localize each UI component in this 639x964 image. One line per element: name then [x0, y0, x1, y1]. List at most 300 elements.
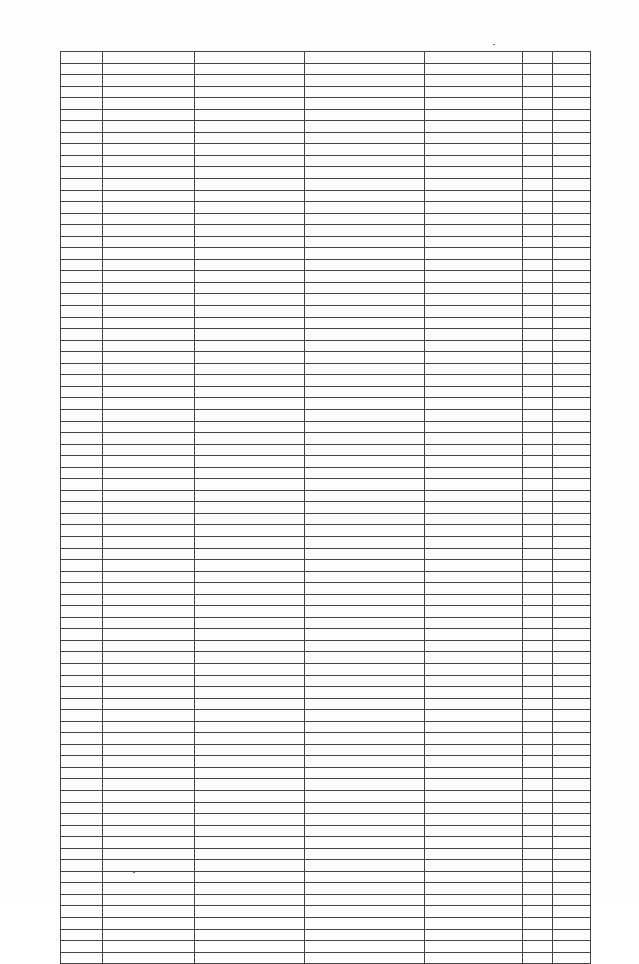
cell-contractor	[425, 860, 523, 872]
cell-year	[523, 617, 553, 629]
table-row	[61, 617, 591, 629]
cell-street	[195, 98, 305, 110]
cell-month	[553, 52, 591, 64]
table-row	[61, 202, 591, 214]
cell-street	[195, 733, 305, 745]
table-row	[61, 282, 591, 294]
cell-locality	[103, 733, 195, 745]
table-row	[61, 259, 591, 271]
cell-year	[523, 652, 553, 664]
cell-locality	[103, 409, 195, 421]
cell-year	[523, 952, 553, 964]
cell-contractor	[425, 906, 523, 918]
cell-work-type	[305, 894, 425, 906]
cell-work-type	[305, 398, 425, 410]
table-row	[61, 132, 591, 144]
cell-year	[523, 606, 553, 618]
cell-work-type	[305, 583, 425, 595]
cell-month	[553, 871, 591, 883]
cell-year	[523, 190, 553, 202]
cell-year	[523, 918, 553, 930]
cell-street	[195, 952, 305, 964]
cell-contractor	[425, 721, 523, 733]
cell-row-number	[61, 594, 103, 606]
cell-work-type	[305, 675, 425, 687]
cell-street	[195, 767, 305, 779]
cell-contractor	[425, 490, 523, 502]
cell-work-type	[305, 733, 425, 745]
cell-locality	[103, 363, 195, 375]
cell-row-number	[61, 121, 103, 133]
cell-contractor	[425, 225, 523, 237]
cell-month	[553, 121, 591, 133]
cell-contractor	[425, 941, 523, 953]
cell-month	[553, 329, 591, 341]
cell-work-type	[305, 386, 425, 398]
cell-work-type	[305, 236, 425, 248]
cell-row-number	[61, 894, 103, 906]
cell-year	[523, 433, 553, 445]
cell-month	[553, 918, 591, 930]
cell-locality	[103, 941, 195, 953]
table-row	[61, 375, 591, 387]
table-row	[61, 502, 591, 514]
cell-year	[523, 386, 553, 398]
cell-year	[523, 663, 553, 675]
cell-row-number	[61, 906, 103, 918]
cell-locality	[103, 560, 195, 572]
cell-contractor	[425, 513, 523, 525]
cell-contractor	[425, 132, 523, 144]
cell-row-number	[61, 294, 103, 306]
cell-row-number	[61, 814, 103, 826]
table-row	[61, 571, 591, 583]
cell-row-number	[61, 225, 103, 237]
cell-month	[553, 225, 591, 237]
cell-work-type	[305, 698, 425, 710]
cell-row-number	[61, 698, 103, 710]
cell-contractor	[425, 236, 523, 248]
cell-street	[195, 375, 305, 387]
cell-street	[195, 433, 305, 445]
cell-locality	[103, 375, 195, 387]
cell-work-type	[305, 929, 425, 941]
cell-work-type	[305, 421, 425, 433]
cell-row-number	[61, 583, 103, 595]
cell-contractor	[425, 363, 523, 375]
cell-street	[195, 744, 305, 756]
cell-work-type	[305, 98, 425, 110]
cell-work-type	[305, 248, 425, 260]
table-row	[61, 155, 591, 167]
cell-month	[553, 513, 591, 525]
cell-month	[553, 606, 591, 618]
cell-street	[195, 86, 305, 98]
cell-year	[523, 560, 553, 572]
cell-row-number	[61, 929, 103, 941]
cell-contractor	[425, 213, 523, 225]
cell-month	[553, 941, 591, 953]
cell-row-number	[61, 952, 103, 964]
cell-contractor	[425, 594, 523, 606]
cell-year	[523, 594, 553, 606]
table-row	[61, 594, 591, 606]
table-row	[61, 883, 591, 895]
cell-locality	[103, 791, 195, 803]
cell-locality	[103, 802, 195, 814]
cell-work-type	[305, 883, 425, 895]
cell-locality	[103, 698, 195, 710]
cell-year	[523, 456, 553, 468]
cell-locality	[103, 629, 195, 641]
cell-street	[195, 513, 305, 525]
cell-work-type	[305, 617, 425, 629]
cell-locality	[103, 121, 195, 133]
cell-month	[553, 848, 591, 860]
cell-street	[195, 317, 305, 329]
cell-year	[523, 144, 553, 156]
cell-street	[195, 502, 305, 514]
table-row	[61, 906, 591, 918]
cell-street	[195, 398, 305, 410]
cell-year	[523, 698, 553, 710]
cell-work-type	[305, 513, 425, 525]
cell-month	[553, 317, 591, 329]
cell-year	[523, 640, 553, 652]
table-row	[61, 398, 591, 410]
cell-month	[553, 190, 591, 202]
cell-row-number	[61, 409, 103, 421]
cell-street	[195, 883, 305, 895]
cell-year	[523, 802, 553, 814]
cell-locality	[103, 756, 195, 768]
cell-work-type	[305, 306, 425, 318]
cell-locality	[103, 906, 195, 918]
cell-month	[553, 791, 591, 803]
table-row	[61, 536, 591, 548]
table-row	[61, 63, 591, 75]
cell-month	[553, 398, 591, 410]
cell-contractor	[425, 179, 523, 191]
table-row	[61, 860, 591, 872]
table-row	[61, 363, 591, 375]
table-row	[61, 225, 591, 237]
cell-row-number	[61, 560, 103, 572]
cell-row-number	[61, 941, 103, 953]
cell-street	[195, 941, 305, 953]
table-row	[61, 121, 591, 133]
cell-row-number	[61, 248, 103, 260]
cell-contractor	[425, 421, 523, 433]
cell-contractor	[425, 883, 523, 895]
cell-month	[553, 202, 591, 214]
cell-year	[523, 109, 553, 121]
cell-work-type	[305, 225, 425, 237]
cell-contractor	[425, 617, 523, 629]
cell-contractor	[425, 698, 523, 710]
cell-locality	[103, 155, 195, 167]
cell-contractor	[425, 675, 523, 687]
cell-month	[553, 548, 591, 560]
cell-row-number	[61, 548, 103, 560]
cell-locality	[103, 63, 195, 75]
cell-row-number	[61, 144, 103, 156]
cell-locality	[103, 918, 195, 930]
cell-street	[195, 918, 305, 930]
cell-row-number	[61, 918, 103, 930]
cell-street	[195, 190, 305, 202]
cell-contractor	[425, 583, 523, 595]
cell-row-number	[61, 513, 103, 525]
cell-locality	[103, 398, 195, 410]
cell-work-type	[305, 190, 425, 202]
cell-row-number	[61, 467, 103, 479]
cell-street	[195, 179, 305, 191]
cell-contractor	[425, 629, 523, 641]
cell-locality	[103, 744, 195, 756]
cell-work-type	[305, 467, 425, 479]
cell-year	[523, 225, 553, 237]
cell-month	[553, 167, 591, 179]
cell-year	[523, 860, 553, 872]
cell-street	[195, 906, 305, 918]
cell-street	[195, 271, 305, 283]
cell-month	[553, 409, 591, 421]
cell-year	[523, 179, 553, 191]
cell-street	[195, 490, 305, 502]
cell-work-type	[305, 294, 425, 306]
cell-work-type	[305, 629, 425, 641]
cell-contractor	[425, 155, 523, 167]
cell-year	[523, 906, 553, 918]
cell-locality	[103, 444, 195, 456]
cell-row-number	[61, 202, 103, 214]
table-row	[61, 179, 591, 191]
cell-contractor	[425, 791, 523, 803]
cell-row-number	[61, 306, 103, 318]
cell-month	[553, 721, 591, 733]
cell-year	[523, 744, 553, 756]
cell-locality	[103, 433, 195, 445]
cell-street	[195, 467, 305, 479]
table-row	[61, 444, 591, 456]
table-row	[61, 560, 591, 572]
cell-locality	[103, 271, 195, 283]
cell-row-number	[61, 179, 103, 191]
cell-street	[195, 202, 305, 214]
cell-contractor	[425, 340, 523, 352]
cell-locality	[103, 352, 195, 364]
cell-contractor	[425, 479, 523, 491]
cell-year	[523, 329, 553, 341]
cell-row-number	[61, 871, 103, 883]
cell-locality	[103, 883, 195, 895]
cell-locality	[103, 421, 195, 433]
cell-work-type	[305, 179, 425, 191]
cell-locality	[103, 98, 195, 110]
cell-contractor	[425, 352, 523, 364]
table-row	[61, 583, 591, 595]
table-row	[61, 802, 591, 814]
cell-work-type	[305, 167, 425, 179]
cell-year	[523, 363, 553, 375]
cell-work-type	[305, 340, 425, 352]
cell-month	[553, 109, 591, 121]
cell-year	[523, 536, 553, 548]
cell-row-number	[61, 63, 103, 75]
table-row	[61, 825, 591, 837]
table-row	[61, 756, 591, 768]
cell-contractor	[425, 744, 523, 756]
cell-month	[553, 271, 591, 283]
cell-row-number	[61, 490, 103, 502]
cell-locality	[103, 640, 195, 652]
cell-year	[523, 294, 553, 306]
cell-month	[553, 617, 591, 629]
cell-year	[523, 548, 553, 560]
cell-work-type	[305, 86, 425, 98]
table-row	[61, 86, 591, 98]
cell-locality	[103, 594, 195, 606]
cell-contractor	[425, 929, 523, 941]
cell-street	[195, 663, 305, 675]
cell-locality	[103, 456, 195, 468]
cell-row-number	[61, 791, 103, 803]
table-row	[61, 294, 591, 306]
cell-locality	[103, 871, 195, 883]
cell-year	[523, 756, 553, 768]
cell-work-type	[305, 259, 425, 271]
table-row	[61, 733, 591, 745]
cell-year	[523, 132, 553, 144]
cell-street	[195, 167, 305, 179]
cell-year	[523, 155, 553, 167]
cell-row-number	[61, 236, 103, 248]
cell-contractor	[425, 386, 523, 398]
cell-work-type	[305, 767, 425, 779]
cell-work-type	[305, 363, 425, 375]
table-row	[61, 525, 591, 537]
table-row	[61, 848, 591, 860]
table-row	[61, 779, 591, 791]
cell-contractor	[425, 433, 523, 445]
table-row	[61, 317, 591, 329]
cell-year	[523, 202, 553, 214]
cell-month	[553, 294, 591, 306]
cell-locality	[103, 282, 195, 294]
cell-work-type	[305, 952, 425, 964]
cell-contractor	[425, 525, 523, 537]
cell-month	[553, 894, 591, 906]
cell-locality	[103, 329, 195, 341]
cell-month	[553, 952, 591, 964]
cell-locality	[103, 502, 195, 514]
cell-contractor	[425, 825, 523, 837]
cell-contractor	[425, 733, 523, 745]
cell-contractor	[425, 144, 523, 156]
cell-row-number	[61, 744, 103, 756]
cell-locality	[103, 213, 195, 225]
cell-work-type	[305, 802, 425, 814]
cell-row-number	[61, 721, 103, 733]
table-row	[61, 606, 591, 618]
table-row	[61, 513, 591, 525]
cell-year	[523, 213, 553, 225]
cell-row-number	[61, 767, 103, 779]
cell-contractor	[425, 767, 523, 779]
cell-month	[553, 144, 591, 156]
cell-year	[523, 86, 553, 98]
cell-month	[553, 779, 591, 791]
cell-work-type	[305, 317, 425, 329]
cell-month	[553, 698, 591, 710]
cell-locality	[103, 490, 195, 502]
cell-street	[195, 479, 305, 491]
cell-month	[553, 375, 591, 387]
cell-locality	[103, 86, 195, 98]
cell-row-number	[61, 98, 103, 110]
cell-year	[523, 467, 553, 479]
cell-work-type	[305, 825, 425, 837]
cell-work-type	[305, 687, 425, 699]
cell-work-type	[305, 502, 425, 514]
cell-street	[195, 282, 305, 294]
cell-year	[523, 710, 553, 722]
cell-locality	[103, 259, 195, 271]
cell-locality	[103, 721, 195, 733]
cell-locality	[103, 606, 195, 618]
cell-locality	[103, 236, 195, 248]
cell-contractor	[425, 802, 523, 814]
cell-contractor	[425, 548, 523, 560]
cell-contractor	[425, 398, 523, 410]
cell-contractor	[425, 375, 523, 387]
cell-year	[523, 571, 553, 583]
cell-work-type	[305, 202, 425, 214]
cell-month	[553, 282, 591, 294]
cell-row-number	[61, 282, 103, 294]
cell-contractor	[425, 502, 523, 514]
cell-month	[553, 179, 591, 191]
cell-contractor	[425, 294, 523, 306]
cell-month	[553, 444, 591, 456]
cell-work-type	[305, 352, 425, 364]
table-row	[61, 340, 591, 352]
table-row	[61, 744, 591, 756]
cell-month	[553, 132, 591, 144]
cell-street	[195, 675, 305, 687]
cell-month	[553, 259, 591, 271]
cell-street	[195, 294, 305, 306]
cell-year	[523, 121, 553, 133]
cell-contractor	[425, 952, 523, 964]
cell-year	[523, 375, 553, 387]
cell-street	[195, 894, 305, 906]
cell-month	[553, 802, 591, 814]
cell-year	[523, 282, 553, 294]
cell-contractor	[425, 560, 523, 572]
cell-contractor	[425, 456, 523, 468]
cell-row-number	[61, 860, 103, 872]
cell-street	[195, 63, 305, 75]
cell-street	[195, 802, 305, 814]
cell-year	[523, 167, 553, 179]
cell-street	[195, 75, 305, 87]
cell-row-number	[61, 479, 103, 491]
cell-row-number	[61, 259, 103, 271]
cell-month	[553, 652, 591, 664]
cell-contractor	[425, 894, 523, 906]
